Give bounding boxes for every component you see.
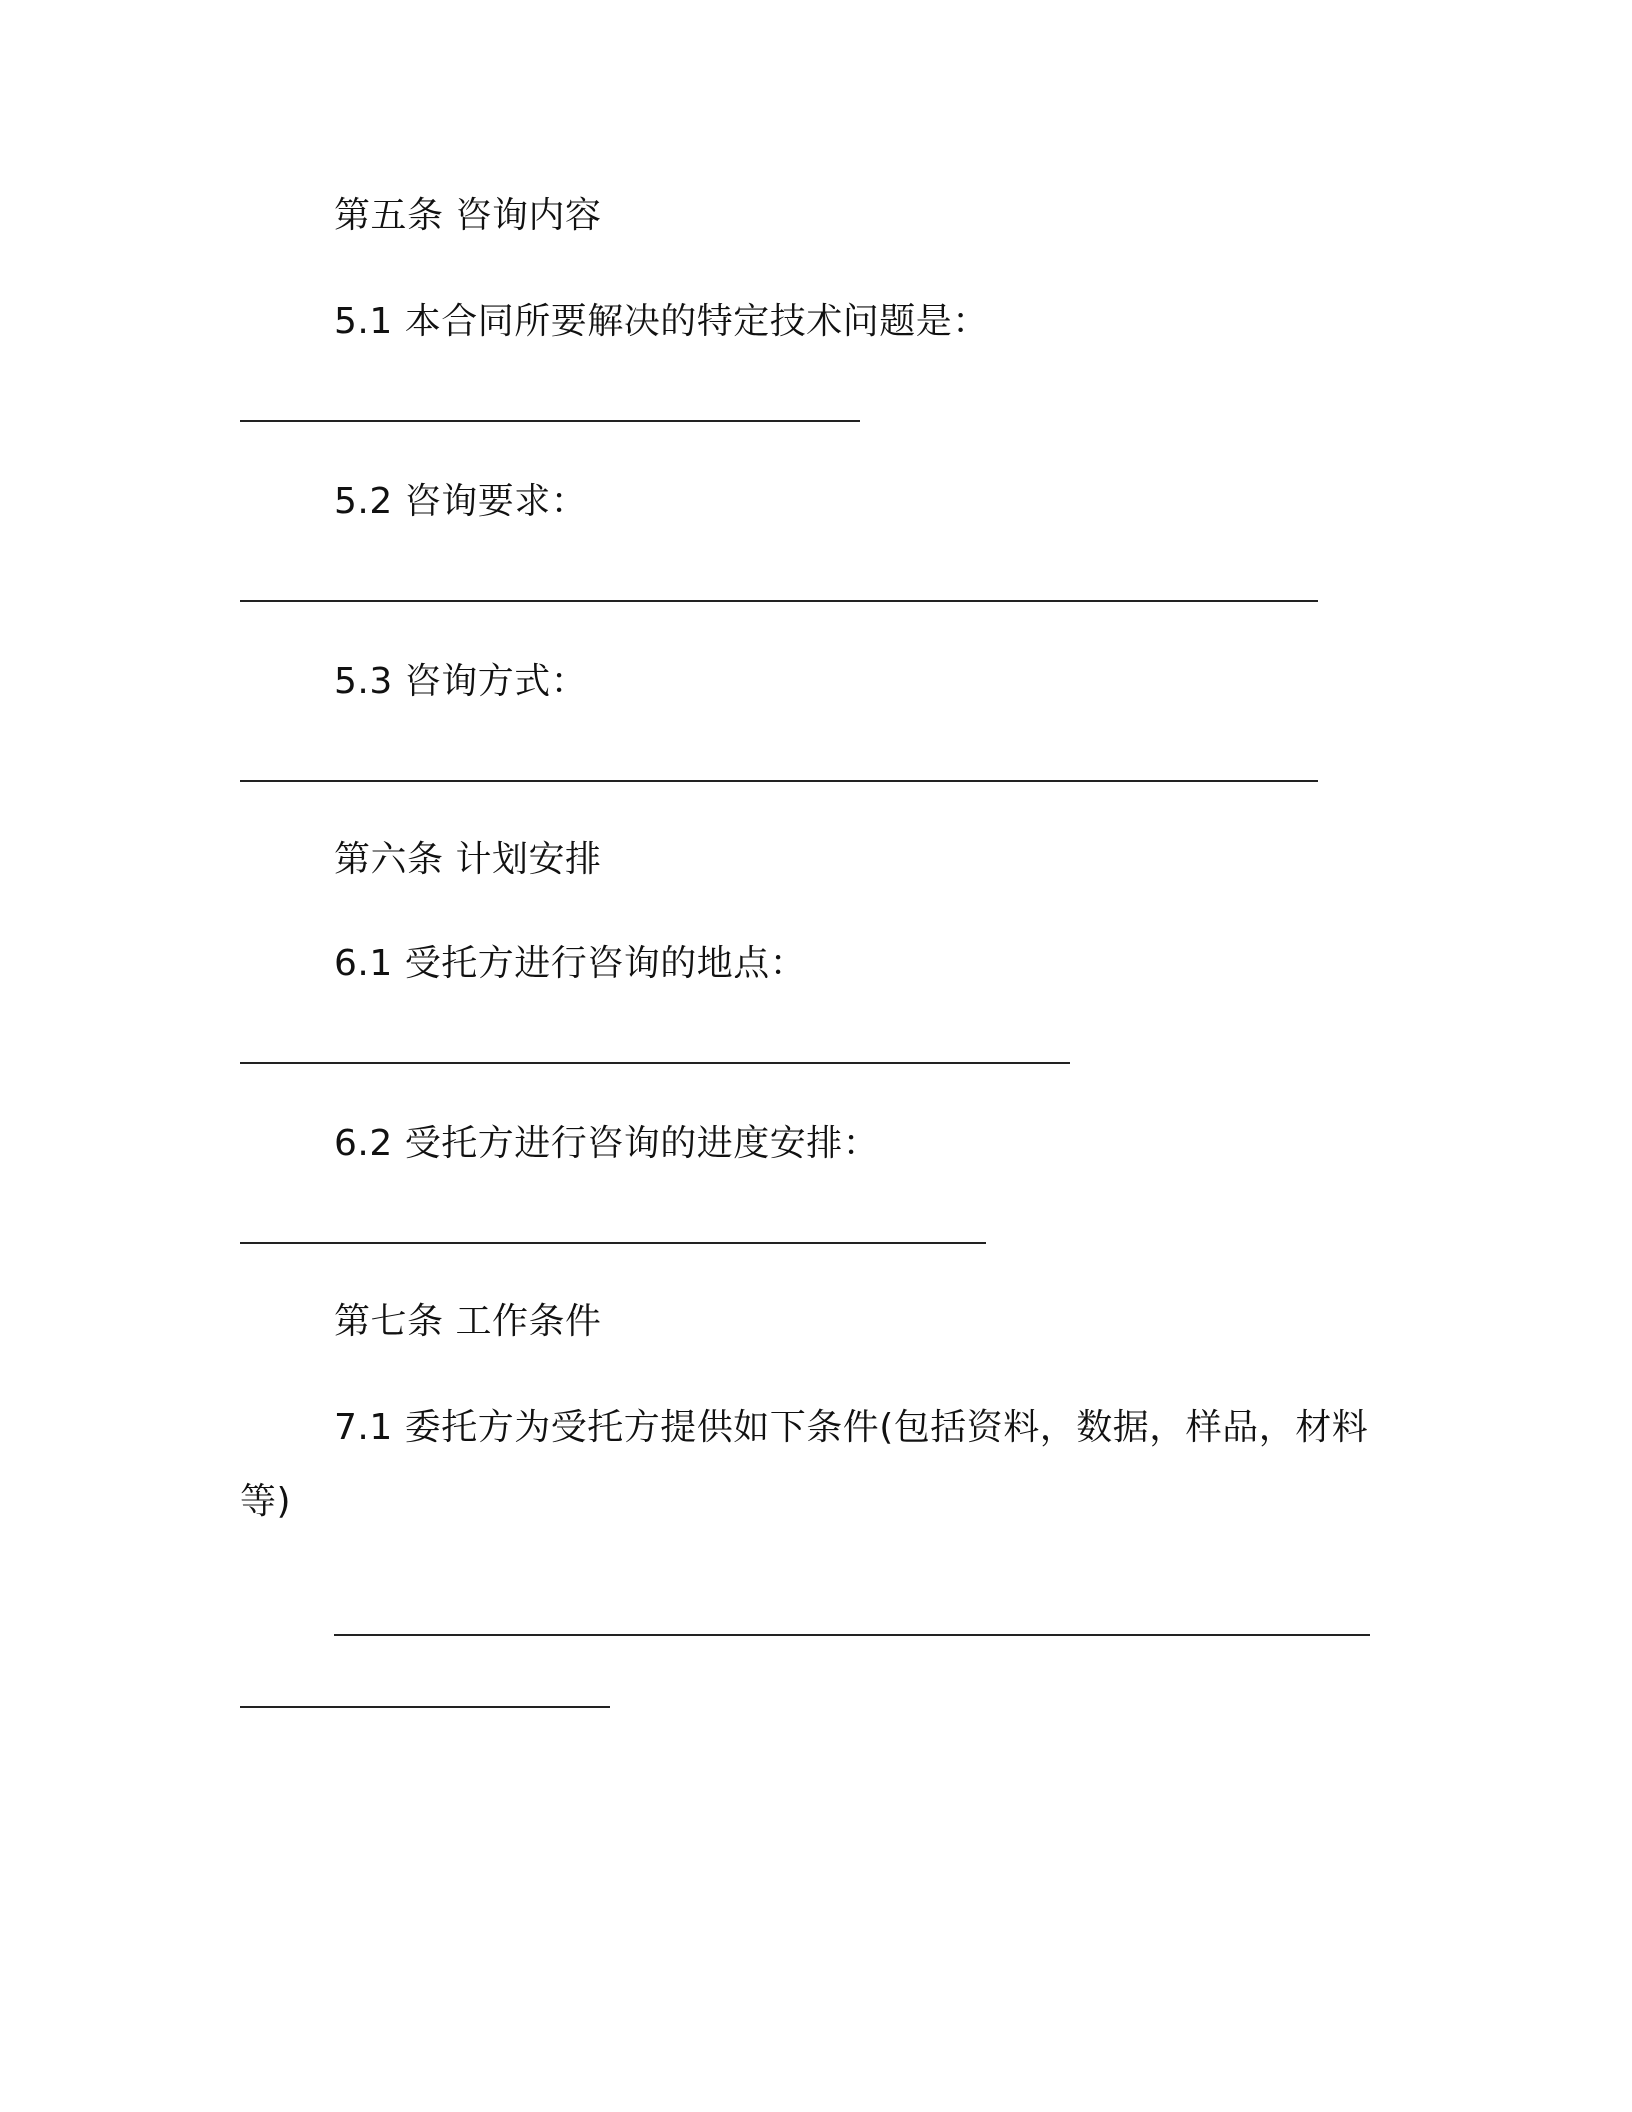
blank-line-7-1-b [240,1706,610,1708]
article-6-item-1: 6.1 受托方进行咨询的地点： [334,943,807,984]
blank-line-5-1 [240,420,860,422]
article-5-item-1: 5.1 本合同所要解决的特定技术问题是： [334,301,989,342]
blank-line-7-1-a [334,1634,1370,1636]
article-5-title: 第五条 咨询内容 [334,195,602,236]
blank-line-6-2 [240,1242,986,1244]
article-5-item-2: 5.2 咨询要求： [334,481,588,522]
article-7-title: 第七条 工作条件 [334,1301,602,1342]
article-6-title: 第六条 计划安排 [334,839,602,880]
article-7-item-1-line-1: 7.1 委托方为受托方提供如下条件(包括资料，数据，样品，材料 [334,1407,1369,1448]
article-6-item-2: 6.2 受托方进行咨询的进度安排： [334,1123,880,1164]
article-5-item-3: 5.3 咨询方式： [334,661,588,702]
blank-line-5-3 [240,780,1318,782]
article-7-item-1-line-2: 等) [240,1481,292,1522]
blank-line-6-1 [240,1062,1070,1064]
blank-line-5-2 [240,600,1318,602]
